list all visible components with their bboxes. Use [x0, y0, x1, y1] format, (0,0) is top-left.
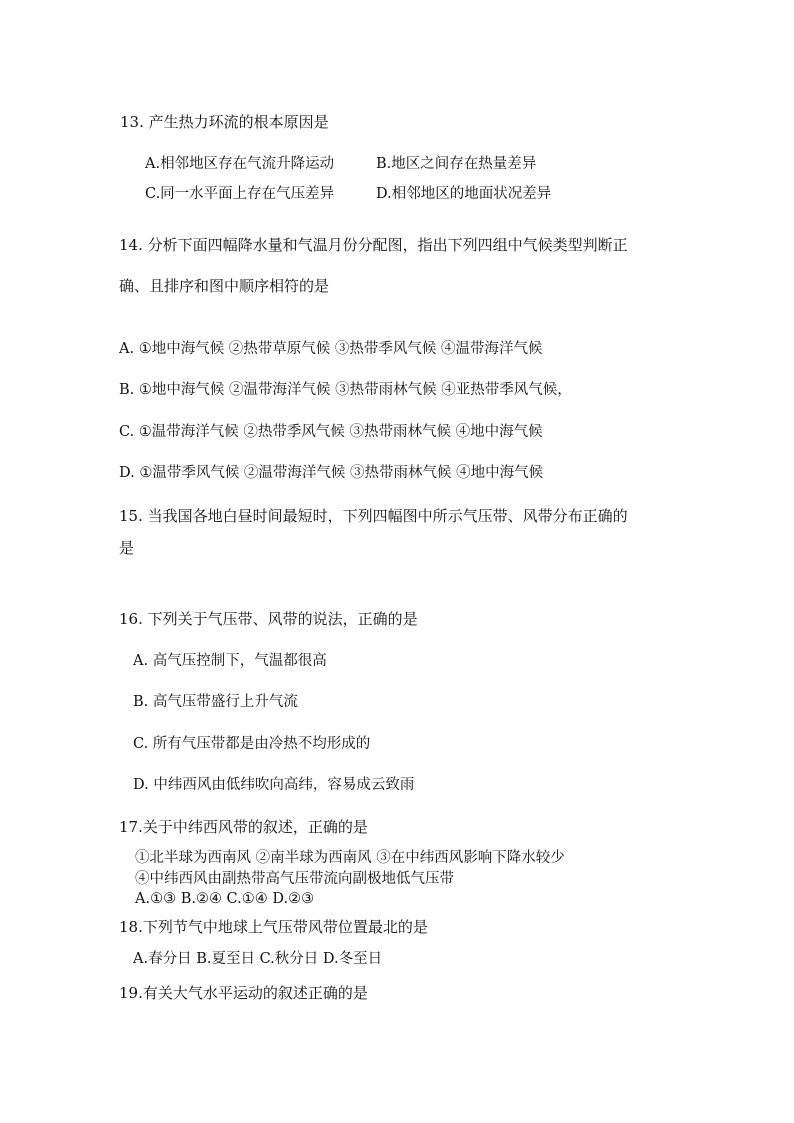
- q14-stem-line2: 确、且排序和图中顺序相符的是: [119, 277, 330, 295]
- q17-stem: 17.关于中纬西风带的叙述，正确的是: [119, 818, 368, 836]
- q14-option-b: B. ①地中海气候 ②温带海洋气候 ③热带雨林气候 ④亚热带季风气候，: [119, 382, 572, 398]
- q16-option-a: A. 高气压控制下，气温都很高: [133, 653, 327, 669]
- q18-options: A.春分日 B.夏至日 C.秋分日 D.冬至日: [133, 951, 383, 967]
- q14-option-d: D. ①温带季风气候 ②温带海洋气候 ③热带雨林气候 ④地中海气候: [119, 465, 544, 481]
- q13-option-c: C.同一水平面上存在气压差异: [145, 186, 335, 202]
- q16-option-c: C. 所有气压带都是由冷热不均形成的: [133, 736, 371, 752]
- q14-option-a: A. ①地中海气候 ②热带草原气候 ③热带季风气候 ④温带海洋气候: [119, 341, 543, 357]
- q14-option-c: C. ①温带海洋气候 ②热带季风气候 ③热带雨林气候 ④地中海气候: [119, 424, 543, 440]
- q14-stem-line1: 14. 分析下面四幅降水量和气温月份分配图，指出下列四组中气候类型判断正: [119, 236, 628, 254]
- q13-option-a: A.相邻地区存在气流升降运动: [145, 156, 335, 172]
- q13-option-d: D.相邻地区的地面状况差异: [376, 186, 552, 202]
- q15-stem-line2: 是: [119, 539, 135, 557]
- q17-statements-line2: ④中纬西风由副热带高气压带流向副极地低气压带: [135, 871, 454, 887]
- q16-stem: 16. 下列关于气压带、风带的说法，正确的是: [119, 610, 418, 628]
- q17-statements-line1: ①北半球为西南风 ②南半球为西南风 ③在中纬西风影响下降水较少: [135, 850, 565, 866]
- q13-stem: 13. 产生热力环流的根本原因是: [120, 113, 329, 131]
- q15-stem-line1: 15. 当我国各地白昼时间最短时，下列四幅图中所示气压带、风带分布正确的: [119, 507, 628, 525]
- q17-options: A.①③ B.②④ C.①④ D.②③: [135, 891, 315, 907]
- q19-stem: 19.有关大气水平运动的叙述正确的是: [119, 984, 368, 1002]
- q16-option-b: B. 高气压带盛行上升气流: [133, 694, 298, 710]
- q16-option-d: D. 中纬西风由低纬吹向高纬，容易成云致雨: [133, 777, 415, 793]
- q18-stem: 18.下列节气中地球上气压带风带位置最北的是: [119, 918, 428, 936]
- q13-option-b: B.地区之间存在热量差异: [376, 156, 537, 172]
